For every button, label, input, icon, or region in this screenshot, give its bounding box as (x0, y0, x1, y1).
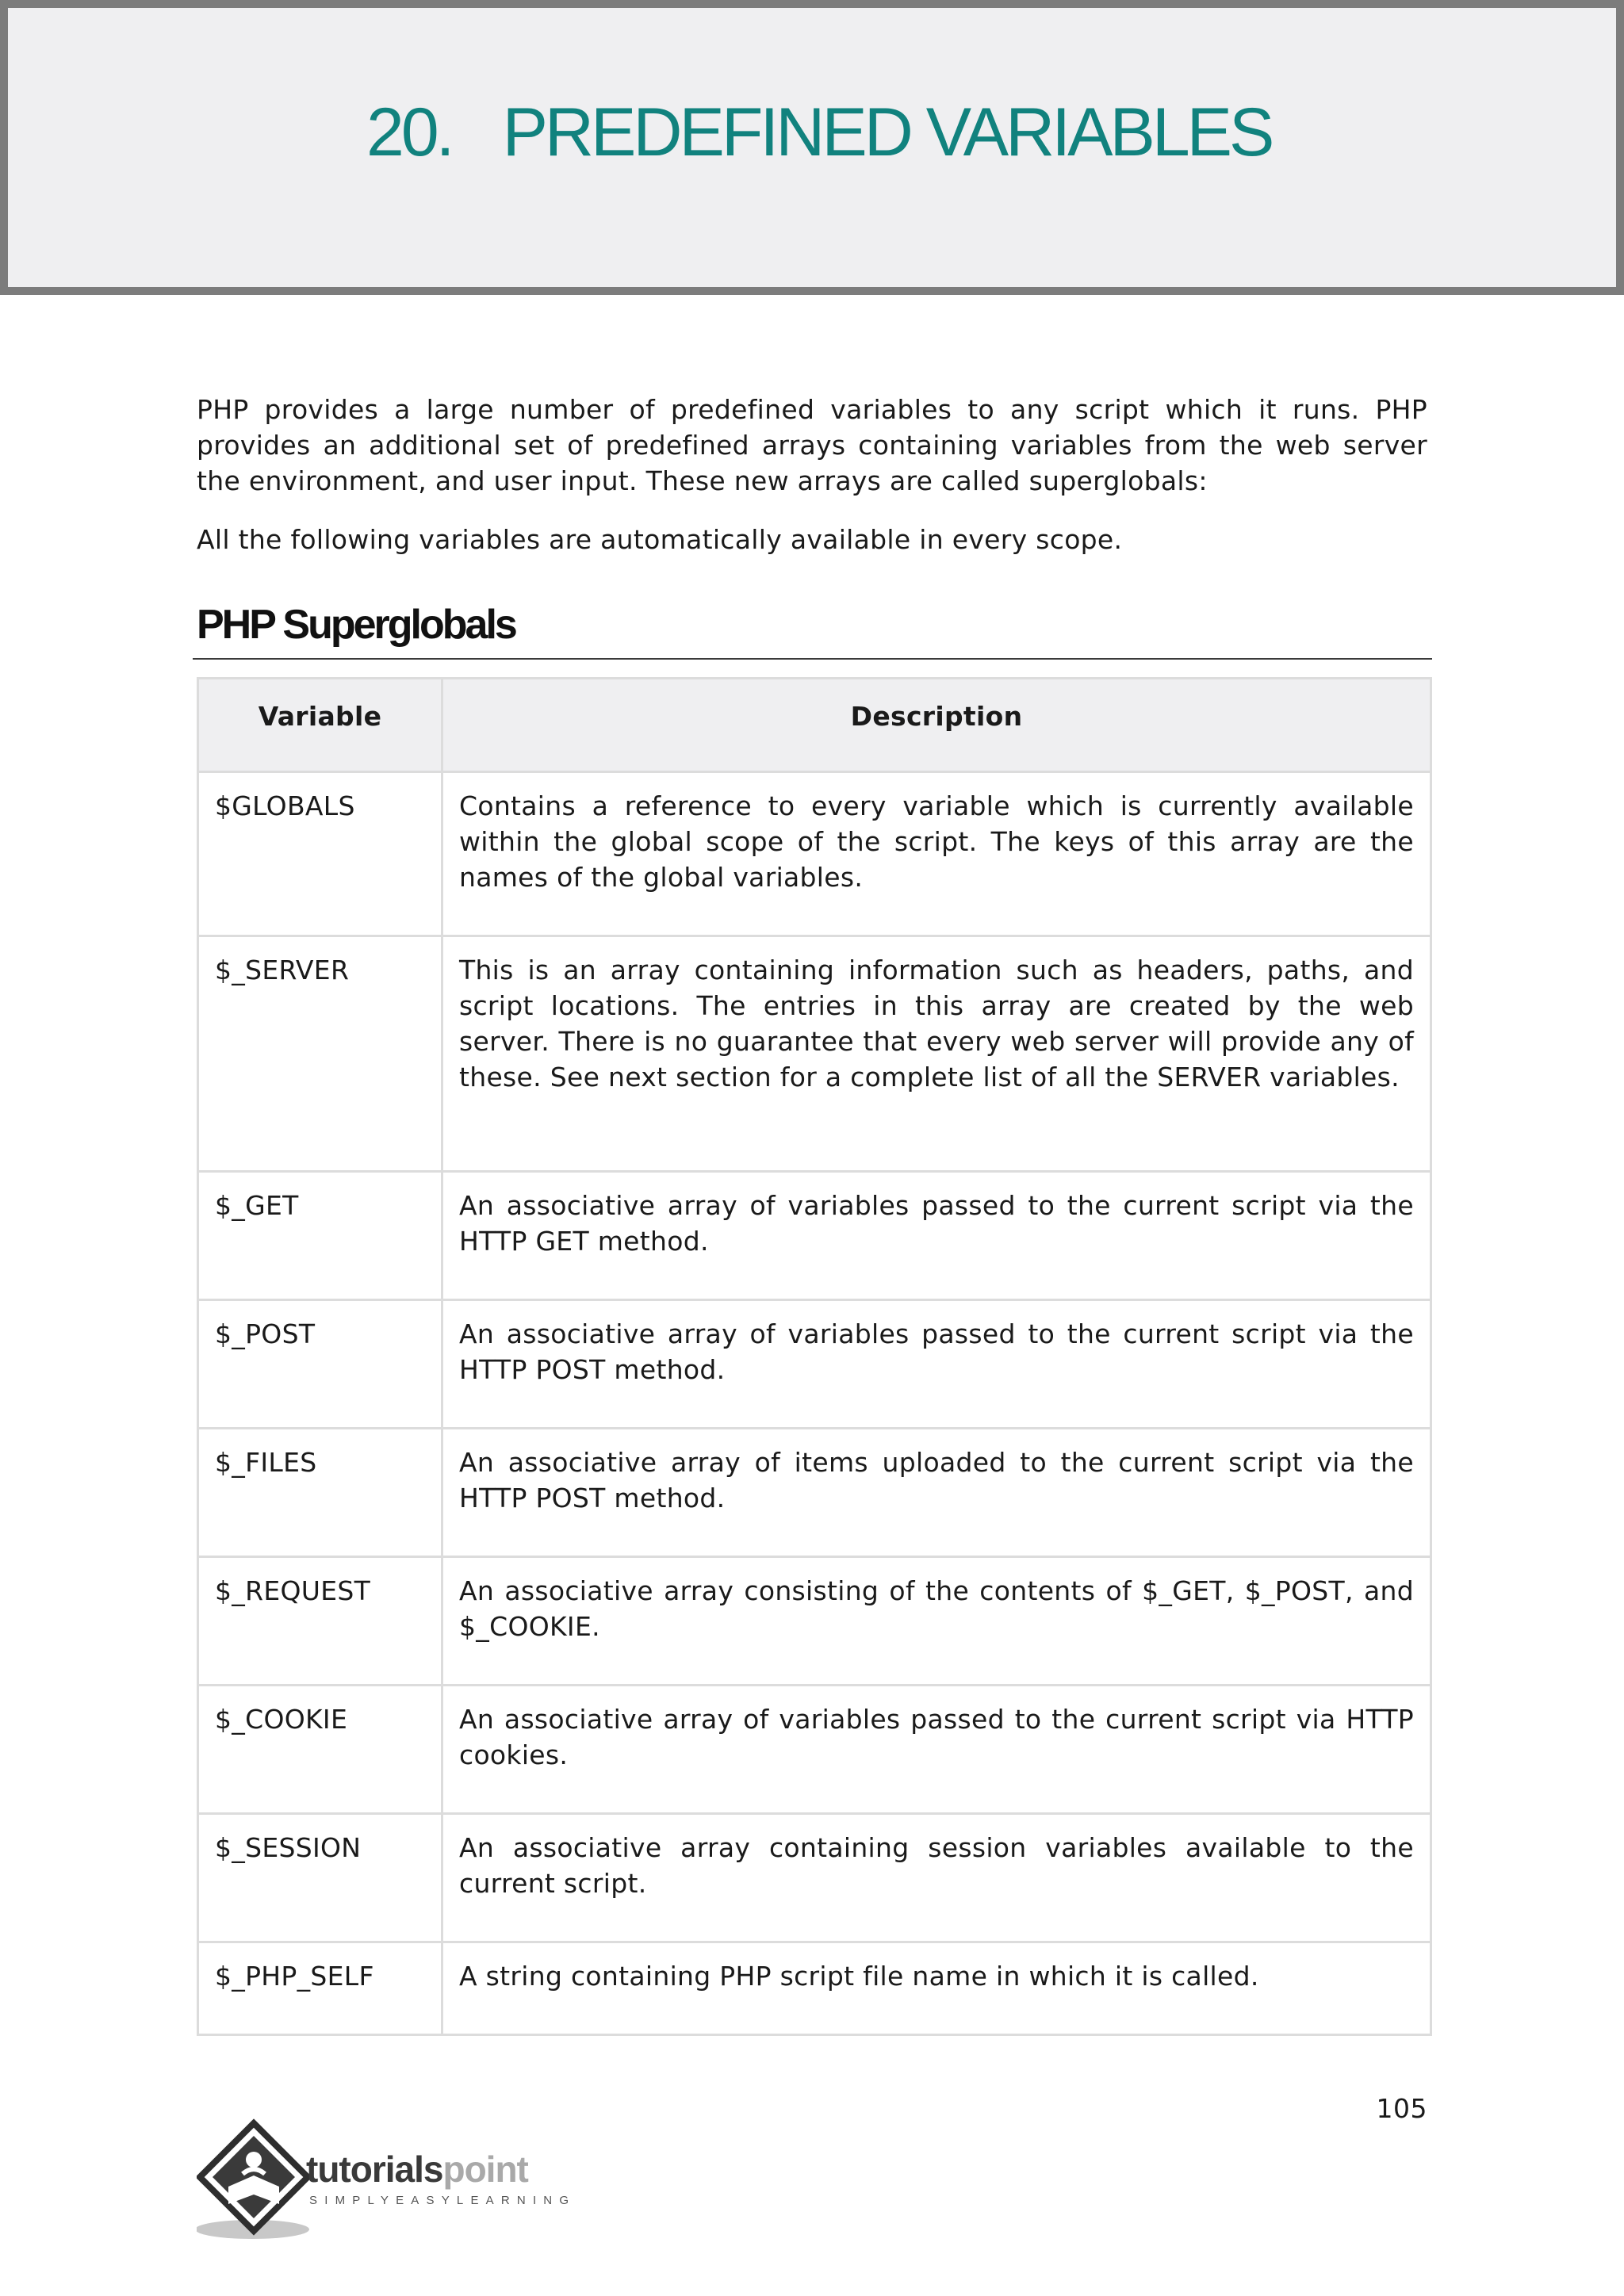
person-head-icon (246, 2152, 262, 2168)
description-cell: An associative array of items uploaded to the current script via the HTTP POST method. (442, 1429, 1431, 1557)
table-row (198, 1300, 1431, 1429)
chapter-number: 20. (366, 94, 452, 170)
table-row (198, 1686, 1431, 1814)
description-cell: An associative array consisting of the contents of $_GET, $_POST, and $_COOKIE. (442, 1557, 1431, 1686)
table-row (198, 1942, 1431, 2035)
chapter-title (366, 94, 1272, 170)
variable-cell: $_COOKIE (198, 1686, 442, 1814)
table-row (198, 1172, 1431, 1300)
page-number: 105 (1376, 2093, 1427, 2124)
chapter-title-text: PREDEFINED VARIABLES (502, 94, 1272, 170)
variable-cell: $_SERVER (198, 936, 442, 1172)
table-row (198, 1429, 1431, 1557)
superglobals-table (197, 677, 1432, 2036)
logo-tagline: SIMPLYEASYLEARNING (309, 2194, 576, 2207)
description-cell: An associative array of variables passed to the current script via the HTTP POST method. (442, 1300, 1431, 1429)
variable-cell: $GLOBALS (198, 772, 442, 936)
description-cell: An associative array containing session variables available to the current script. (442, 1814, 1431, 1942)
column-header-variable: Variable (198, 679, 442, 772)
column-header-description: Description (442, 679, 1431, 772)
chapter-banner (0, 0, 1624, 295)
description-cell: Contains a reference to every variable which is currently available within the global scope of the script. The keys of this array are the names of the global variables. (442, 772, 1431, 936)
variable-cell: $_SESSION (198, 1814, 442, 1942)
logo-brand-primary: tutorials (306, 2149, 443, 2190)
variable-cell: $_POST (198, 1300, 442, 1429)
description-cell: A string containing PHP script file name in which it is called. (442, 1942, 1431, 2035)
variable-cell: $_REQUEST (198, 1557, 442, 1686)
table-row (198, 1557, 1431, 1686)
intro-paragraph: PHP provides a large number of predefined variables to any script which it runs. PHP provides an additional set of predefined arrays containing variables from the web server the environment, and user input. These new arrays are called superglobals: (197, 394, 1427, 496)
variable-cell: $_FILES (198, 1429, 442, 1557)
section-divider (193, 658, 1432, 660)
table-row (198, 772, 1431, 936)
table-header-row (198, 679, 1431, 772)
description-cell: An associative array of variables passed to the current script via HTTP cookies. (442, 1686, 1431, 1814)
variable-cell: $_PHP_SELF (198, 1942, 442, 2035)
description-cell: An associative array of variables passed to the current script via the HTTP GET method. (442, 1172, 1431, 1300)
description-cell: This is an array containing information such as headers, paths, and script locations. The entries in this array are created by the web server. There is no guarantee that every web server will provide any of these. See next section for a complete list of all the SERVER variables. (442, 936, 1431, 1172)
intro-paragraph-scope: All the following variables are automatically available in every scope. (197, 524, 1123, 555)
logo-wordmark (306, 2149, 529, 2190)
variable-cell: $_GET (198, 1172, 442, 1300)
table-row (198, 1814, 1431, 1942)
logo-graphic (197, 2118, 593, 2245)
tutorialspoint-logo (197, 2118, 593, 2245)
section-title: PHP Superglobals (197, 602, 515, 648)
table-row (198, 936, 1431, 1172)
logo-brand-secondary: point (442, 2149, 528, 2190)
